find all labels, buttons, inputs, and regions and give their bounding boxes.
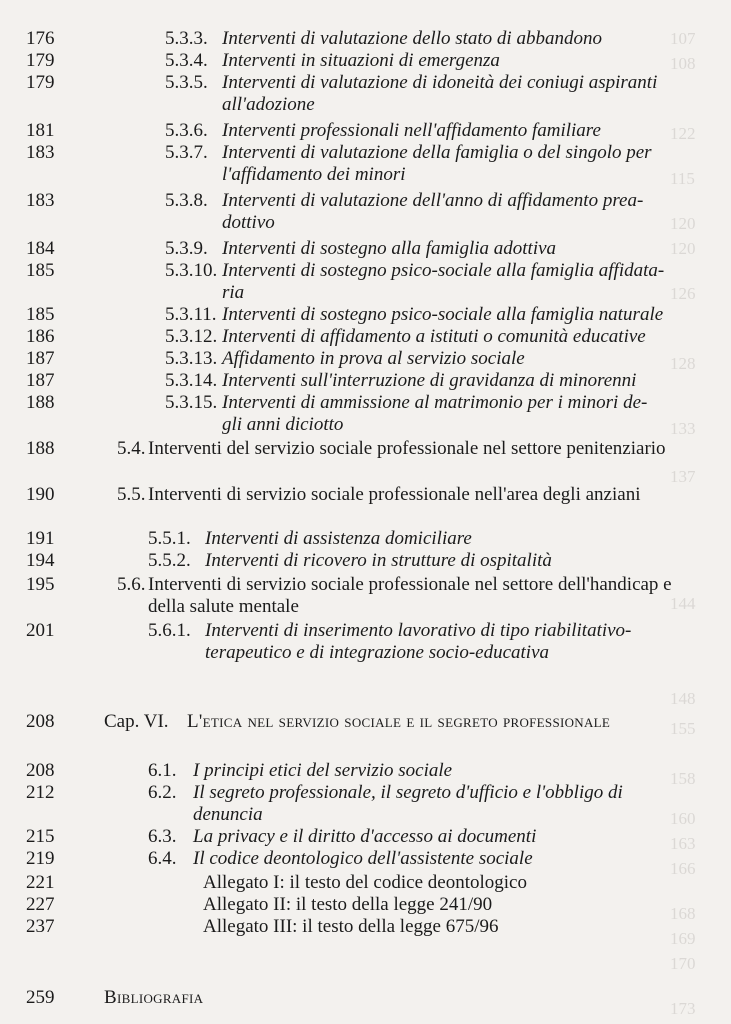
entry-title: Allegato I: il testo del codice deontologico	[203, 872, 527, 893]
section-number: 5.3.15.	[165, 392, 218, 413]
page-number: 212	[26, 782, 55, 803]
page-number: 183	[26, 190, 55, 211]
entry-title: Allegato III: il testo della legge 675/96	[203, 916, 499, 937]
page-number: 179	[26, 72, 55, 93]
section-number: 5.3.8.	[165, 190, 208, 211]
page-number: 187	[26, 370, 55, 391]
page-number: 188	[26, 392, 55, 413]
entry-title: Il segreto professionale, il segreto d'ufficio e l'obbligo di	[193, 782, 623, 803]
page-number: 186	[26, 326, 55, 347]
section-number: 5.3.5.	[165, 72, 208, 93]
section-number: 5.3.9.	[165, 238, 208, 259]
entry-title: Affidamento in prova al servizio sociale	[222, 348, 525, 369]
entry-title: Interventi in situazioni di emergenza	[222, 50, 500, 71]
page-number: 215	[26, 826, 55, 847]
section-number: 5.6.	[117, 574, 146, 595]
section-number: 6.3.	[148, 826, 177, 847]
section-number: 5.3.11.	[165, 304, 217, 325]
entry-title: Bibliografia	[104, 987, 204, 1008]
section-number: 6.1.	[148, 760, 177, 781]
entry-title-continuation: terapeutico e di integrazione socio-educativa	[205, 642, 550, 663]
page-number: 219	[26, 848, 55, 869]
page-number: 176	[26, 28, 55, 49]
entry-title: Interventi di valutazione di idoneità dei coniugi aspiranti	[222, 72, 658, 93]
section-number: 5.3.3.	[165, 28, 208, 49]
show-through-texture: 107 108 122 115 120 120 126 128 133 137 144 148 155 158 160 163 166 168 169 170 173	[670, 29, 696, 1018]
page-number: 237	[26, 916, 55, 937]
section-number: 5.5.1.	[148, 528, 191, 549]
entry-title-continuation: gli anni diciotto	[222, 414, 344, 435]
entry-title: Interventi di valutazione dell'anno di affidamento prea-	[222, 190, 644, 211]
section-number: 5.3.14.	[165, 370, 218, 391]
page-number: 208	[26, 711, 55, 732]
entry-title: Interventi di sostegno alla famiglia adottiva	[222, 238, 557, 259]
entry-title-continuation: ria	[222, 282, 245, 303]
entry-title: Interventi di affidamento a istituti o comunità educative	[222, 326, 646, 347]
entry-title: Interventi di assistenza domiciliare	[205, 528, 472, 549]
section-number: 5.4.	[117, 438, 146, 459]
section-number: 5.3.4.	[165, 50, 208, 71]
section-number: 5.3.6.	[165, 120, 208, 141]
entry-title: Interventi di sostegno psico-sociale alla famiglia affidata-	[222, 260, 665, 281]
page-number: 185	[26, 304, 55, 325]
entry-title: Interventi di sostegno psico-sociale alla famiglia naturale	[222, 304, 664, 325]
page-number: 184	[26, 238, 55, 259]
page-number: 208	[26, 760, 55, 781]
entry-title: Interventi di ammissione al matrimonio per i minori de-	[222, 392, 648, 413]
page-number: 227	[26, 894, 55, 915]
entry-title-continuation: dottivo	[222, 212, 275, 233]
section-number: 6.4.	[148, 848, 177, 869]
section-number: 5.5.	[117, 484, 146, 505]
entry-title: I principi etici del servizio sociale	[193, 760, 453, 781]
entry-title: Il codice deontologico dell'assistente sociale	[193, 848, 533, 869]
entry-title: Interventi di inserimento lavorativo di tipo riabilitativo-	[205, 620, 632, 641]
entry-title: Interventi del servizio sociale professionale nel settore penitenziario	[148, 438, 666, 459]
entry-title-continuation: denuncia	[193, 804, 263, 825]
page-number: 181	[26, 120, 55, 141]
page-number: 221	[26, 872, 55, 893]
section-number: 6.2.	[148, 782, 177, 803]
page-number: 191	[26, 528, 55, 549]
entry-title-continuation: l'affidamento dei minori	[222, 164, 406, 185]
entry-title: Allegato II: il testo della legge 241/90	[203, 894, 493, 915]
chapter-number: Cap. VI.	[104, 711, 169, 732]
page-number: 183	[26, 142, 55, 163]
section-number: 5.6.1.	[148, 620, 191, 641]
page-number: 185	[26, 260, 55, 281]
page-number: 188	[26, 438, 55, 459]
section-number: 5.3.7.	[165, 142, 208, 163]
entry-title: Interventi di servizio sociale professionale nell'area degli anziani	[148, 484, 641, 505]
page-number: 201	[26, 620, 55, 641]
entry-title: Interventi sull'interruzione di gravidanza di minorenni	[222, 370, 637, 391]
page-number: 195	[26, 574, 55, 595]
entry-title-continuation: all'adozione	[222, 94, 315, 115]
section-number: 5.3.13.	[165, 348, 218, 369]
section-number: 5.5.2.	[148, 550, 191, 571]
entry-title: La privacy e il diritto d'accesso ai documenti	[193, 826, 537, 847]
page-number: 179	[26, 50, 55, 71]
page-number: 259	[26, 987, 55, 1008]
section-number: 5.3.10.	[165, 260, 218, 281]
entry-title: Interventi di valutazione della famiglia o del singolo per	[222, 142, 652, 163]
entry-title: Interventi di servizio sociale professionale nel settore dell'handicap e della salute mentale	[148, 574, 672, 617]
page-number: 194	[26, 550, 55, 571]
entry-title: Interventi professionali nell'affidamento familiare	[222, 120, 601, 141]
entry-title: Interventi di ricovero in strutture di ospitalità	[205, 550, 552, 571]
section-number: 5.3.12.	[165, 326, 218, 347]
entry-title: Interventi di valutazione dello stato di abbandono	[222, 28, 602, 49]
page-number: 190	[26, 484, 55, 505]
chapter-title: L'etica nel servizio sociale e il segreto professionale	[187, 711, 611, 732]
page-number: 187	[26, 348, 55, 369]
